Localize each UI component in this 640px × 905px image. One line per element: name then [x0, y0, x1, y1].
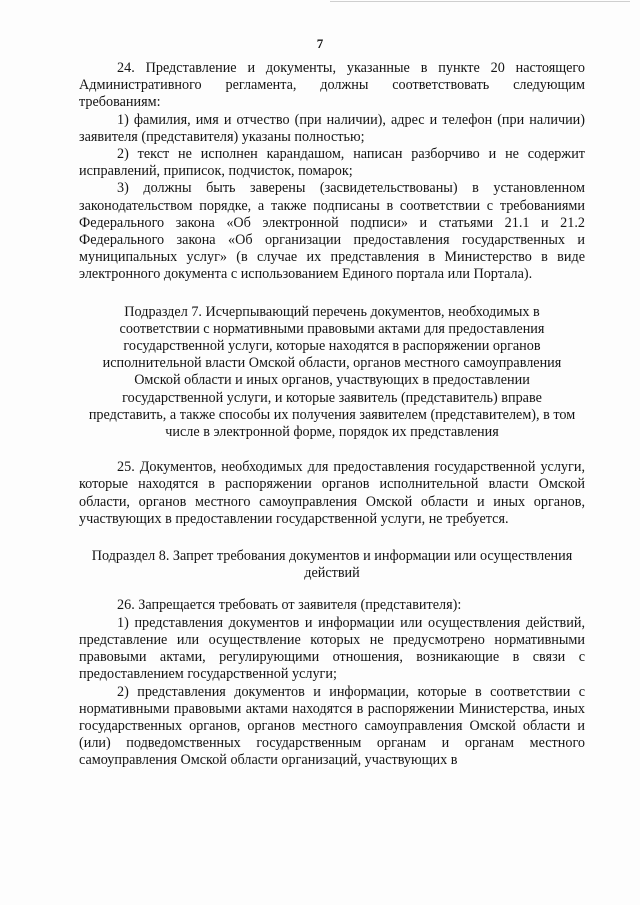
spacer: [79, 284, 585, 304]
spacer: [79, 528, 585, 548]
paragraph-24-item-3: 3) должны быть заверены (засвидетельствованы) в установленном законодательством порядке, а также подписаны в соответствии с требованиями Федерального закона «Об электронной подписи» и статьями 21.1 и 21.2 Федерального закона «Об организации предоставления государственных и муниципальных услуг» (в случае их представления в Министерство в виде электронного документа с использованием Единого портала или Портала).: [79, 180, 585, 283]
paragraph-26-item-2: 2) представления документов и информации, которые в соответствии с нормативными правовыми актами находятся в распоряжении Министерства, иных государственных органов, органов местного самоуправления Омской области и (или) подведомственных государственным органам и органам местного самоуправления Омской области организаций, участвующих в: [79, 683, 585, 769]
paragraph-25: 25. Документов, необходимых для предоставления государственной услуги, которые находятся в распоряжении органов исполнительной власти Омской области, органов местного самоуправления Омской области и иных органов, участвующих в предоставлении государственной услуги, не требуется.: [79, 459, 585, 527]
paragraph-24-item-2: 2) текст не исполнен карандашом, написан разборчиво и не содержит исправлений, приписок, подчисток, помарок;: [79, 146, 585, 180]
page-number: 7: [316, 36, 324, 51]
paragraph-24: 24. Представление и документы, указанные в пункте 20 настоящего Административного регламента, должны соответствовать следующим требованиям:: [79, 60, 585, 111]
subsection-8-heading: Подраздел 8. Запрет требования документов и информации или осуществления действий: [91, 548, 573, 582]
paragraph-26-item-1: 1) представления документов и информации или осуществления действий, представление или осуществление которых не предусмотрено нормативными правовыми актами, регулирующими отношения, возникающие в связи с предоставлением государственной услуги;: [79, 614, 585, 683]
paragraph-24-item-1: 1) фамилия, имя и отчество (при наличии), адрес и телефон (при наличии) заявителя (представителя) указаны полностью;: [79, 111, 585, 145]
paragraph-26: 26. Запрещается требовать от заявителя (представителя):: [117, 597, 462, 614]
spacer: [79, 582, 585, 597]
spacer: [79, 441, 585, 459]
scan-edge-line: [330, 1, 630, 2]
page-content: [79, 60, 585, 770]
subsection-7-heading: Подраздел 7. Исчерпывающий перечень документов, необходимых в соответствии с нормативными правовыми актами для предоставления государственной услуги, которые находятся в распоряжении органов исполнительной власти Омской области, органов местного самоуправления Омской области и иных органов, участвующих в предоставлении государственной услуги, и которые заявитель (представитель) вправе представить, а также способы их получения заявителем (представителем), в том числе в электронной форме, порядок их представления: [88, 303, 576, 441]
